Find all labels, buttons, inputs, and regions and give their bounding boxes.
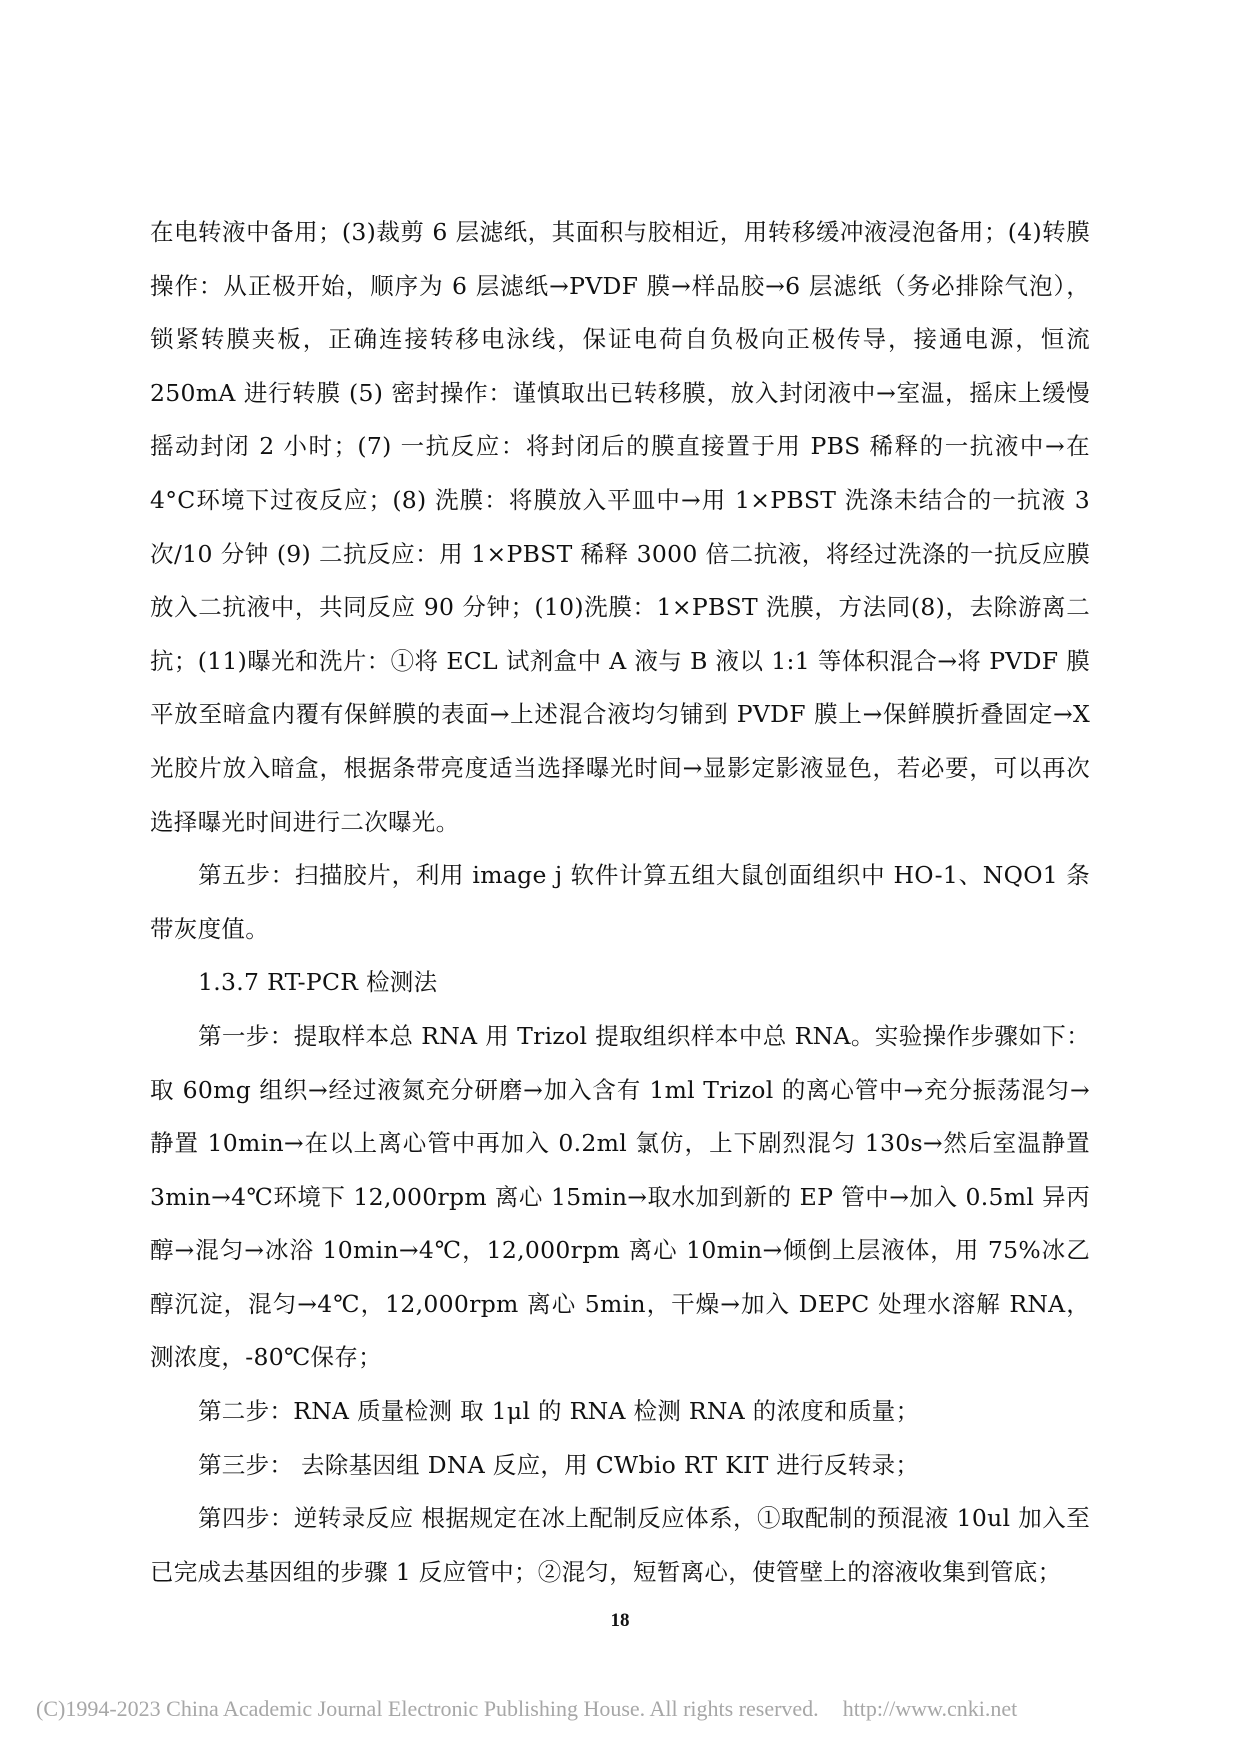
paragraph-step-five: 第五步：扫描胶片，利用 image j 软件计算五组大鼠创面组织中 HO-1、NQO1 条带灰度值。 [150, 861, 1090, 943]
footer [36, 1696, 1206, 1722]
paragraph-step-one: 第一步：提取样本总 RNA 用 Trizol 提取组织样本中总 RNA。实验操作步骤如下：取 60mg 组织→经过液氮充分研磨→加入含有 1ml Trizol 的离心管中→充分振荡混匀→静置 10min→在以上离心管中再加入 0.2ml 氯仿，上下剧烈混匀 130s→然后室温静置 3min→4℃环境下 12,000rpm 离心 15min→取水加到新的 EP 管中→加入 0.5ml 异丙醇→混匀→冰浴 10min→4℃，12,000rpm 离心 10min→倾倒上层液体，用 75%冰乙醇沉淀，混匀→4℃，12,000rpm 离心 5min，干燥→加入 DEPC 处理水溶解 RNA，测浓度，-80℃保存； [150, 1021, 1090, 1372]
page-number: 18 [610, 1610, 630, 1631]
paragraph-step-two: 第二步：RNA 质量检测 取 1μl 的 RNA 检测 RNA 的浓度和质量； [198, 1397, 920, 1426]
section-heading: 1.3.7 RT-PCR 检测法 [198, 968, 438, 997]
footer-copyright: (C)1994-2023 China Academic Journal Electronic Publishing House. All rights reserved. [36, 1696, 819, 1721]
footer-url[interactable]: http://www.cnki.net [842, 1696, 1018, 1721]
paragraph-transfer-steps: 在电转液中备用；(3)裁剪 6 层滤纸，其面积与胶相近，用转移缓冲液浸泡备用；(4)转膜操作：从正极开始，顺序为 6 层滤纸→PVDF 膜→样品胶→6 层滤纸（务必排除气泡），锁紧转膜夹板，正确连接转移电泳线，保证电荷自负极向正极传导，接通电源，恒流 250mA 进行转膜 (5) 密封操作：谨慎取出已转移膜，放入封闭液中→室温，摇床上缓慢摇动封闭 2 小时；(7) 一抗反应：将封闭后的膜直接置于用 PBS 稀释的一抗液中→在 4°C环境下过夜反应；(8) 洗膜：将膜放入平皿中→用 1×PBST 洗涤未结合的一抗液 3 次/10 分钟 (9) 二抗反应：用 1×PBST 稀释 3000 倍二抗液，将经过洗涤的一抗反应膜放入二抗液中，共同反应 90 分钟；(10)洗膜：1×PBST 洗膜，方法同(8)，去除游离二抗；(11)曝光和洗片：①将 ECL 试剂盒中 A 液与 B 液以 1:1 等体积混合→将 PVDF 膜平放至暗盒内覆有保鲜膜的表面→上述混合液均匀铺到 PVDF 膜上→保鲜膜折叠固定→X 光胶片放入暗盒，根据条带亮度适当选择曝光时间→显影定影液显色，若必要，可以再次选择曝光时间进行二次曝光。 [150, 218, 1090, 836]
body-text [150, 206, 1090, 1599]
paragraph-step-four: 第四步：逆转录反应 根据规定在冰上配制反应体系，①取配制的预混液 10ul 加入至已完成去基因组的步骤 1 反应管中；②混匀，短暂离心，使管壁上的溶液收集到管底； [150, 1504, 1090, 1586]
paragraph-step-three: 第三步： 去除基因组 DNA 反应，用 CWbio RT KIT 进行反转录； [198, 1450, 920, 1479]
